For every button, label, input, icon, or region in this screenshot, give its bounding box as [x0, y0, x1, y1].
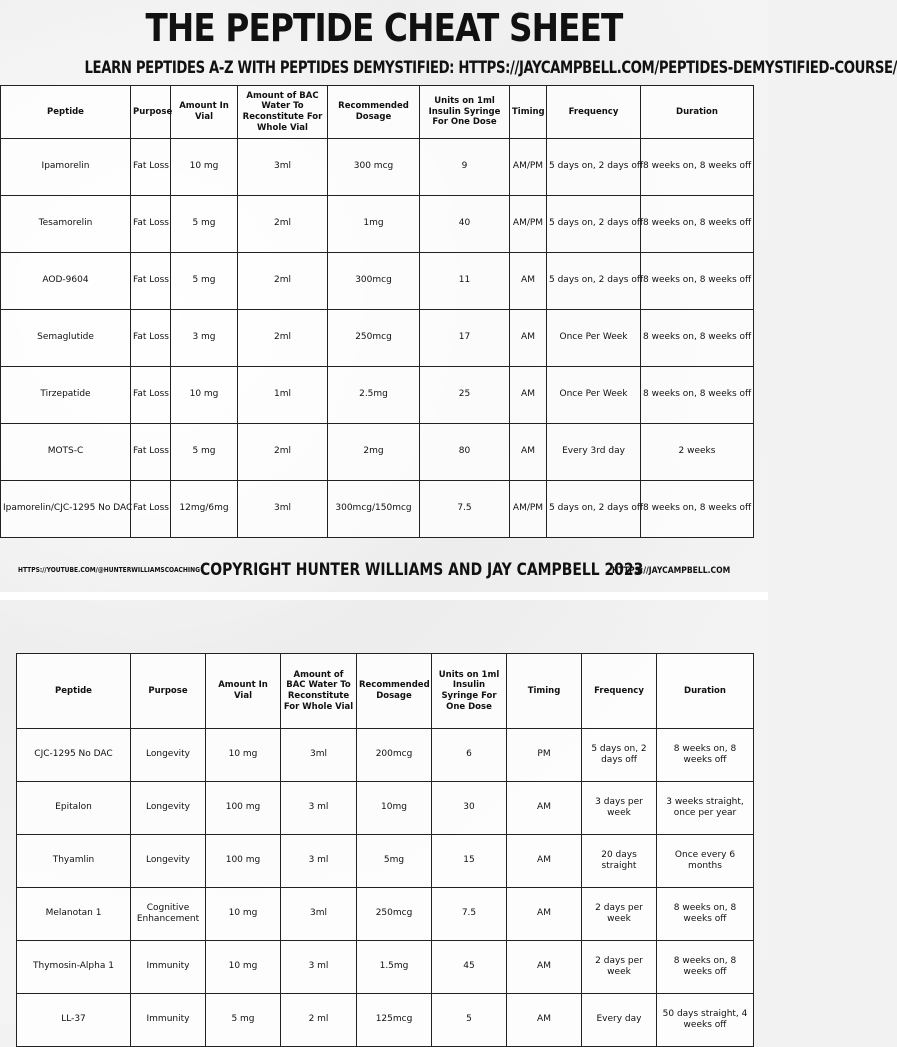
table-cell: 15: [432, 835, 507, 888]
table-cell: 2 ml: [281, 994, 357, 1047]
table-cell: 3 ml: [281, 941, 357, 994]
website-link[interactable]: HTTPS://JAYCAMPBELL.COM: [612, 566, 731, 576]
table-cell: 5mg: [357, 835, 432, 888]
table-cell: 45: [432, 941, 507, 994]
column-header: Frequency: [582, 654, 657, 729]
table-cell: Fat Loss: [131, 196, 171, 253]
table-cell: AM: [510, 424, 547, 481]
table-cell: 5: [432, 994, 507, 1047]
table-cell: 8 weeks on, 8 weeks off: [657, 729, 754, 782]
column-header: Timing: [510, 86, 547, 139]
table-cell: AM: [507, 835, 582, 888]
table-row: [17, 729, 754, 782]
table-cell: Longevity: [131, 835, 206, 888]
table-row: [1, 481, 754, 538]
table-cell: Ipamorelin: [1, 139, 131, 196]
table-cell: Fat Loss: [131, 424, 171, 481]
table-cell: LL-37: [17, 994, 131, 1047]
table-cell: 8 weeks on, 8 weeks off: [657, 941, 754, 994]
table-cell: 3 ml: [281, 835, 357, 888]
table-cell: 300mcg/150mcg: [328, 481, 420, 538]
table-cell: 8 weeks on, 8 weeks off: [641, 253, 754, 310]
table-cell: PM: [507, 729, 582, 782]
table-header-row: [17, 654, 754, 729]
table-cell: 11: [420, 253, 510, 310]
table-cell: 2mg: [328, 424, 420, 481]
table-cell: 2ml: [238, 424, 328, 481]
table-cell: CJC-1295 No DAC: [17, 729, 131, 782]
table-cell: 300mcg: [328, 253, 420, 310]
table-cell: 2ml: [238, 253, 328, 310]
table-cell: AM: [510, 253, 547, 310]
table-cell: Cognitive Enhancement: [131, 888, 206, 941]
table-cell: Semaglutide: [1, 310, 131, 367]
course-link-banner[interactable]: LEARN PEPTIDES A-Z WITH PEPTIDES DEMYSTIFIED: HTTPS://JAYCAMPBELL.COM/PEPTIDES-DEMYSTIFIED-COURSE/: [84, 58, 897, 78]
table-cell: 3 weeks straight, once per year: [657, 782, 754, 835]
table-cell: 7.5: [420, 481, 510, 538]
page-divider: [0, 592, 768, 600]
fat-loss-peptide-table: [0, 85, 754, 538]
table-cell: 20 days straight: [582, 835, 657, 888]
table-cell: AM/PM: [510, 139, 547, 196]
column-header: Duration: [657, 654, 754, 729]
table-cell: Longevity: [131, 729, 206, 782]
table-cell: 5 mg: [171, 196, 238, 253]
column-header: Amount of BAC Water To Reconstitute For Whole Vial: [238, 86, 328, 139]
table-cell: Immunity: [131, 941, 206, 994]
table-cell: 5 days on, 2 days off: [547, 139, 641, 196]
table-cell: 6: [432, 729, 507, 782]
table-cell: AM/PM: [510, 196, 547, 253]
column-header: Amount In Vial: [171, 86, 238, 139]
table-header-row: [1, 86, 754, 139]
table-cell: 5 days on, 2 days off: [547, 481, 641, 538]
table-cell: 5 days on, 2 days off: [582, 729, 657, 782]
table-row: [17, 835, 754, 888]
table-cell: 100 mg: [206, 782, 281, 835]
table-cell: 2 days per week: [582, 888, 657, 941]
table-cell: 2.5mg: [328, 367, 420, 424]
table-cell: 1ml: [238, 367, 328, 424]
table-cell: Every day: [582, 994, 657, 1047]
table-cell: 5 mg: [171, 253, 238, 310]
column-header: Amount In Vial: [206, 654, 281, 729]
table-cell: 8 weeks on, 8 weeks off: [641, 196, 754, 253]
table-cell: 80: [420, 424, 510, 481]
table-cell: 125mcg: [357, 994, 432, 1047]
table-cell: 3ml: [238, 139, 328, 196]
column-header: Purpose: [131, 86, 171, 139]
table-cell: 8 weeks on, 8 weeks off: [641, 481, 754, 538]
table-cell: 3ml: [238, 481, 328, 538]
table-cell: 250mcg: [357, 888, 432, 941]
table-cell: 3 mg: [171, 310, 238, 367]
table-cell: Once Per Week: [547, 310, 641, 367]
table-cell: 17: [420, 310, 510, 367]
table-cell: 10 mg: [171, 367, 238, 424]
table-cell: 5 mg: [206, 994, 281, 1047]
table-row: [17, 941, 754, 994]
table-cell: 3ml: [281, 729, 357, 782]
table-cell: 25: [420, 367, 510, 424]
table-row: [1, 196, 754, 253]
column-header: Frequency: [547, 86, 641, 139]
table-cell: 1mg: [328, 196, 420, 253]
table-cell: 10 mg: [206, 888, 281, 941]
table-cell: AM: [510, 367, 547, 424]
page-title: THE PEPTIDE CHEAT SHEET: [145, 6, 623, 50]
table-cell: Once Per Week: [547, 367, 641, 424]
table-cell: 10 mg: [206, 941, 281, 994]
table-row: [1, 139, 754, 196]
table-cell: Longevity: [131, 782, 206, 835]
column-header: Recommended Dosage: [328, 86, 420, 139]
column-header: Amount of BAC Water To Reconstitute For Whole Vial: [281, 654, 357, 729]
table-cell: Immunity: [131, 994, 206, 1047]
table-cell: AM/PM: [510, 481, 547, 538]
table-row: [1, 310, 754, 367]
table-cell: Fat Loss: [131, 253, 171, 310]
table-cell: 2ml: [238, 196, 328, 253]
table-cell: 10mg: [357, 782, 432, 835]
table-cell: 12mg/6mg: [171, 481, 238, 538]
table-cell: 7.5: [432, 888, 507, 941]
table-cell: AM: [507, 994, 582, 1047]
table-row: [1, 424, 754, 481]
table-cell: AM: [510, 310, 547, 367]
table-row: [17, 782, 754, 835]
table-row: [17, 888, 754, 941]
column-header: Timing: [507, 654, 582, 729]
table-cell: 3 days per week: [582, 782, 657, 835]
table-cell: Thyamlin: [17, 835, 131, 888]
table-cell: Thymosin-Alpha 1: [17, 941, 131, 994]
table-cell: Once every 6 months: [657, 835, 754, 888]
table-cell: Ipamorelin/CJC-1295 No DAC: [1, 481, 131, 538]
table-cell: Fat Loss: [131, 310, 171, 367]
table-cell: 2 weeks: [641, 424, 754, 481]
table-cell: 3 ml: [281, 782, 357, 835]
table-cell: 8 weeks on, 8 weeks off: [641, 367, 754, 424]
column-header: Purpose: [131, 654, 206, 729]
table-cell: 2 days per week: [582, 941, 657, 994]
table-cell: 50 days straight, 4 weeks off: [657, 994, 754, 1047]
column-header: Units on 1ml Insulin Syringe For One Dose: [420, 86, 510, 139]
column-header: Recommended Dosage: [357, 654, 432, 729]
table-cell: 8 weeks on, 8 weeks off: [641, 139, 754, 196]
table-cell: 300 mcg: [328, 139, 420, 196]
table-cell: Every 3rd day: [547, 424, 641, 481]
copyright-notice: COPYRIGHT HUNTER WILLIAMS AND JAY CAMPBELL 2023: [200, 560, 644, 580]
table-row: [1, 253, 754, 310]
table-cell: 250mcg: [328, 310, 420, 367]
table-row: [17, 994, 754, 1047]
column-header: Peptide: [17, 654, 131, 729]
column-header: Units on 1ml Insulin Syringe For One Dose: [432, 654, 507, 729]
table-cell: 9: [420, 139, 510, 196]
table-cell: AM: [507, 888, 582, 941]
table-cell: AOD-9604: [1, 253, 131, 310]
table-cell: Epitalon: [17, 782, 131, 835]
table-cell: MOTS-C: [1, 424, 131, 481]
table-cell: 5 mg: [171, 424, 238, 481]
table-cell: 5 days on, 2 days off: [547, 253, 641, 310]
table-cell: Tesamorelin: [1, 196, 131, 253]
table-cell: 100 mg: [206, 835, 281, 888]
table-cell: 2ml: [238, 310, 328, 367]
table-cell: Tirzepatide: [1, 367, 131, 424]
table-cell: 200mcg: [357, 729, 432, 782]
table-cell: Fat Loss: [131, 139, 171, 196]
table-cell: 30: [432, 782, 507, 835]
table-cell: 10 mg: [171, 139, 238, 196]
longevity-immunity-peptide-table: [16, 653, 754, 1047]
table-cell: Melanotan 1: [17, 888, 131, 941]
page-footer: [0, 560, 768, 584]
table-cell: 10 mg: [206, 729, 281, 782]
table-row: [1, 367, 754, 424]
table-cell: 1.5mg: [357, 941, 432, 994]
table-cell: 40: [420, 196, 510, 253]
table-cell: Fat Loss: [131, 481, 171, 538]
column-header: Peptide: [1, 86, 131, 139]
table-cell: Fat Loss: [131, 367, 171, 424]
table-cell: 5 days on, 2 days off: [547, 196, 641, 253]
table-cell: AM: [507, 941, 582, 994]
table-cell: 3ml: [281, 888, 357, 941]
table-cell: AM: [507, 782, 582, 835]
table-cell: 8 weeks on, 8 weeks off: [657, 888, 754, 941]
table-cell: 8 weeks on, 8 weeks off: [641, 310, 754, 367]
youtube-link[interactable]: HTTPS://YOUTUBE.COM/@HUNTERWILLIAMSCOACHING: [18, 566, 200, 574]
column-header: Duration: [641, 86, 754, 139]
